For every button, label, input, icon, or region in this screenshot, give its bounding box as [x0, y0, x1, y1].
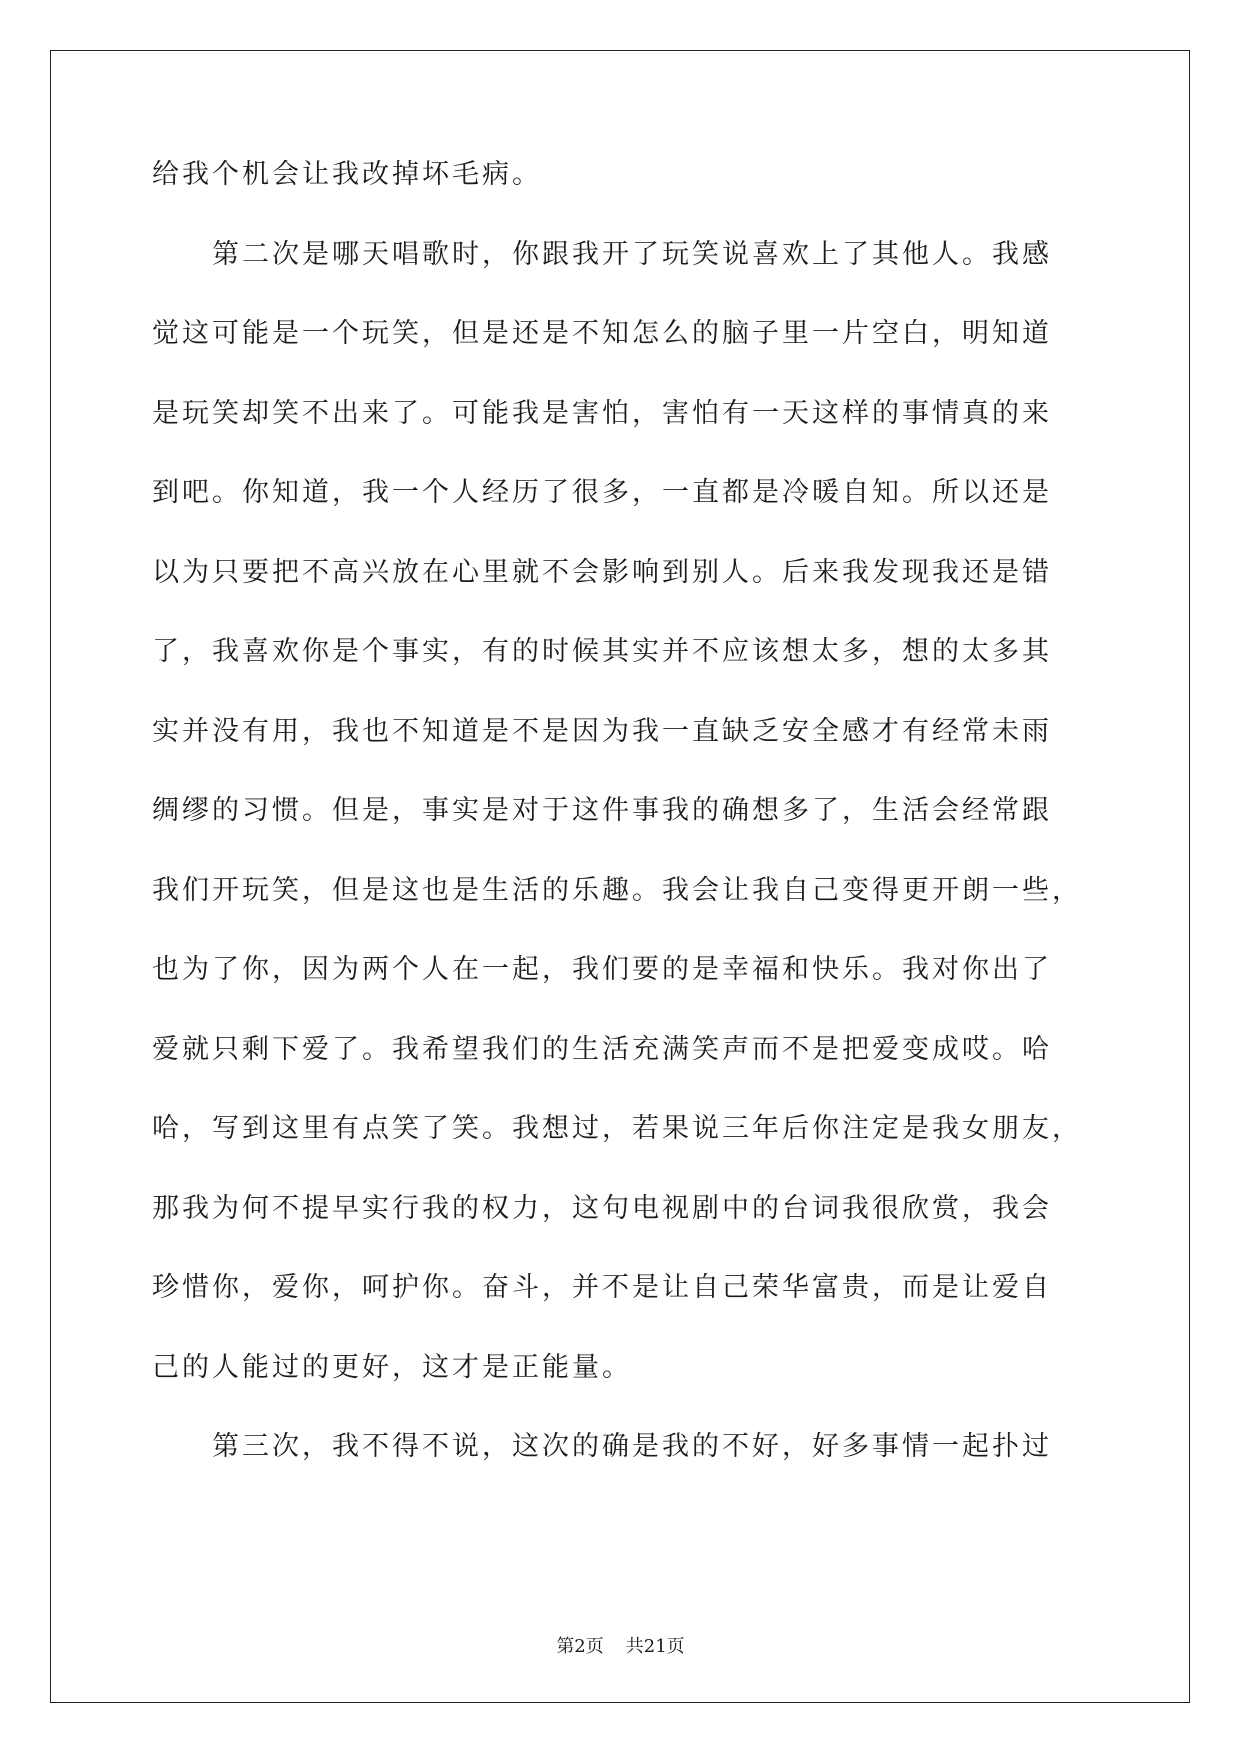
- text-line: 到吧。你知道，我一个人经历了很多，一直都是冷暖自知。所以还是: [152, 477, 1052, 508]
- text-line: 给我个机会让我改掉坏毛病。: [152, 159, 542, 190]
- document-body: [152, 157, 1102, 1509]
- text-line: 珍惜你，爱你，呵护你。奋斗，并不是让自己荣华富贵，而是让爱自: [152, 1272, 1052, 1303]
- text-line: 也为了你，因为两个人在一起，我们要的是幸福和快乐。我对你出了: [152, 954, 1052, 985]
- page-total: 共21页: [625, 1636, 685, 1657]
- text-line: 是玩笑却笑不出来了。可能我是害怕，害怕有一天这样的事情真的来: [152, 397, 1052, 429]
- text-line: 第三次，我不得不说，这次的确是我的不好，好多事情一起扑过: [152, 1431, 1052, 1462]
- text-line: 觉这可能是一个玩笑，但是还是不知怎么的脑子里一片空白，明知道: [152, 318, 1052, 349]
- text-line: 绸缪的习惯。但是，事实是对于这件事我的确想多了，生活会经常跟: [152, 795, 1052, 826]
- text-line: 我们开玩笑，但是这也是生活的乐趣。我会让我自己变得更开朗一些，: [152, 874, 1082, 906]
- text-line: 爱就只剩下爱了。我希望我们的生活充满笑声而不是把爱变成哎。哈: [152, 1033, 1052, 1065]
- text-line: 哈，写到这里有点笑了笑。我想过，若果说三年后你注定是我女朋友，: [152, 1113, 1082, 1144]
- text-line: 了，我喜欢你是个事实，有的时候其实并不应该想太多，想的太多其: [152, 636, 1052, 667]
- page-footer: [0, 1632, 1241, 1658]
- text-line: 那我为何不提早实行我的权力，这句电视剧中的台词我很欣赏，我会: [152, 1192, 1052, 1224]
- text-line: 第二次是哪天唱歌时，你跟我开了玩笑说喜欢上了其他人。我感: [152, 238, 1052, 270]
- text-line: 己的人能过的更好，这才是正能量。: [152, 1351, 632, 1383]
- page-number: 第2页: [556, 1636, 604, 1657]
- text-line: 实并没有用，我也不知道是不是因为我一直缺乏安全感才有经常未雨: [152, 715, 1052, 747]
- text-line: 以为只要把不高兴放在心里就不会影响到别人。后来我发现我还是错: [152, 556, 1052, 588]
